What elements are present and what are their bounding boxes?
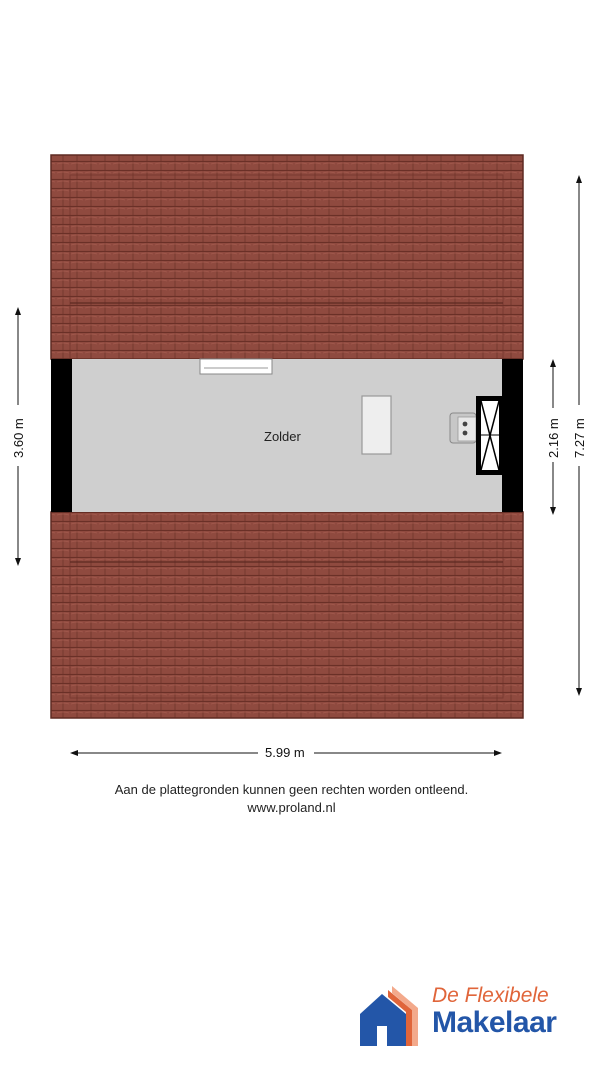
room-label: Zolder (264, 429, 301, 444)
house-icon (360, 980, 432, 1050)
dimension-attic-depth-label: 3.60 m (11, 418, 26, 458)
logo-text-top: De Flexibele (432, 984, 549, 1007)
logo-text-bottom: Makelaar (432, 1006, 557, 1039)
disclaimer-url: www.proland.nl (247, 800, 336, 815)
window (200, 359, 272, 374)
company-logo (360, 980, 590, 1055)
roof-lower (51, 512, 523, 718)
wall-left (51, 359, 72, 512)
wall-right (502, 359, 523, 512)
roof-upper (51, 155, 523, 359)
skylight (362, 396, 391, 454)
boiler (450, 413, 476, 443)
dimension-depth-total-label: 7.27 m (572, 418, 587, 458)
stair-hatch (476, 396, 502, 475)
dimension-attic-inner-label: 2.16 m (546, 418, 561, 458)
dimension-width-label: 5.99 m (265, 745, 305, 760)
disclaimer-text: Aan de plattegronden kunnen geen rechten worden ontleend. (114, 782, 469, 797)
